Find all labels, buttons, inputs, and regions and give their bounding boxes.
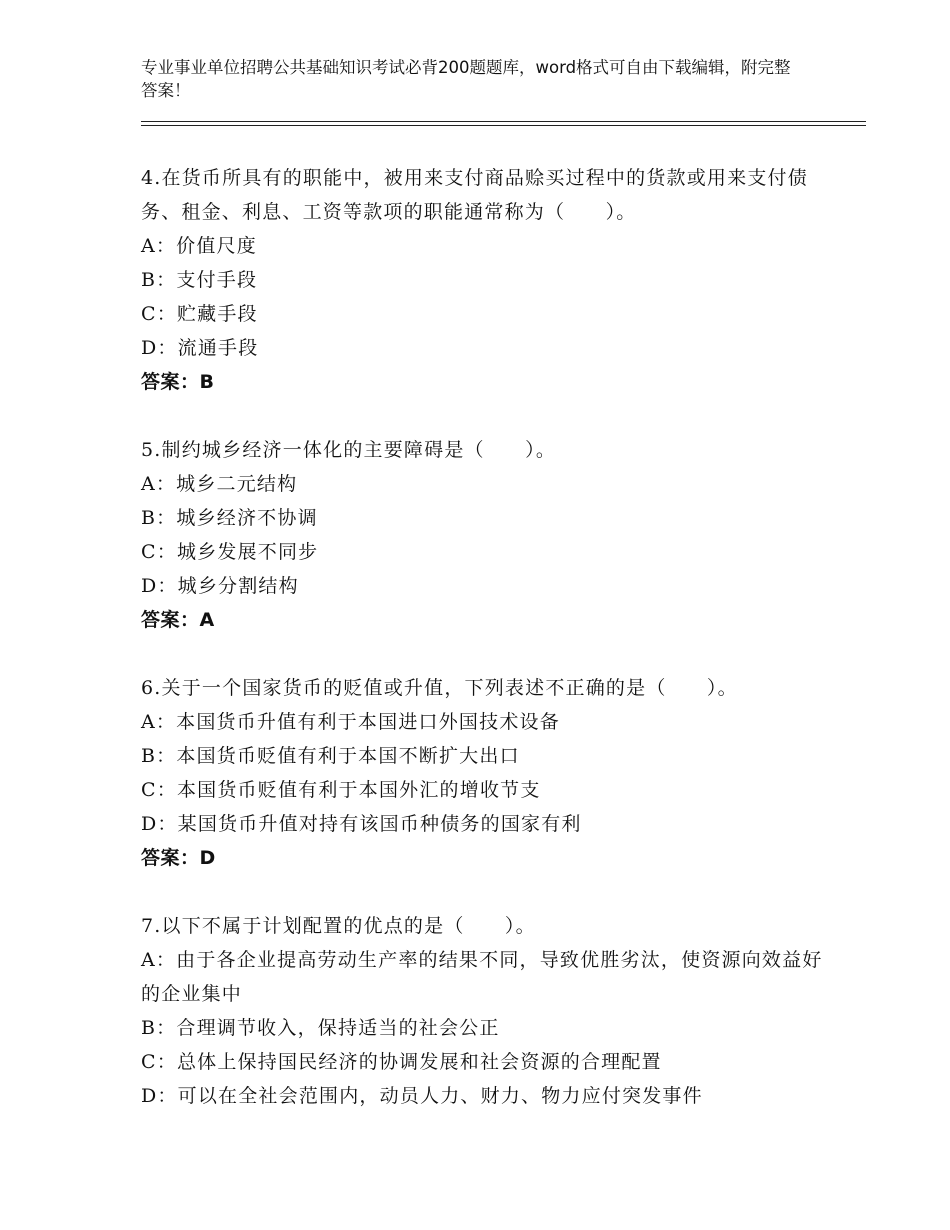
question-list — [141, 161, 831, 1147]
answer-line: 答案：B — [141, 371, 215, 393]
option-c: C：本国货币贬值有利于本国外汇的增收节支 — [141, 779, 541, 801]
option-b: B：支付手段 — [141, 269, 258, 291]
question-7 — [141, 909, 831, 1113]
question-stem: 5.制约城乡经济一体化的主要障碍是（ ）。 — [141, 439, 557, 461]
question-stem: 7.以下不属于计划配置的优点的是（ ）。 — [141, 915, 536, 937]
answer-line: 答案：A — [141, 609, 215, 631]
option-b: B：合理调节收入，保持适当的社会公正 — [141, 1017, 500, 1039]
document-header — [141, 56, 801, 102]
option-c: C：总体上保持国民经济的协调发展和社会资源的合理配置 — [141, 1051, 662, 1073]
option-b: B：本国货币贬值有利于本国不断扩大出口 — [141, 745, 520, 767]
option-c: C：贮藏手段 — [141, 303, 258, 325]
question-4 — [141, 161, 831, 399]
option-a: A：城乡二元结构 — [141, 473, 298, 495]
answer-line: 答案：D — [141, 847, 216, 869]
option-d: D：流通手段 — [141, 337, 259, 359]
header-rule-bottom — [141, 125, 866, 126]
header-rule-top — [141, 121, 866, 122]
option-d: D：城乡分割结构 — [141, 575, 299, 597]
header-text: 专业事业单位招聘公共基础知识考试必背200题题库，word格式可自由下载编辑，附完整答案！ — [141, 58, 791, 100]
option-a: A：价值尺度 — [141, 235, 257, 257]
option-b: B：城乡经济不协调 — [141, 507, 318, 529]
option-a: A：由于各企业提高劳动生产率的结果不同，导致优胜劣汰，使资源向效益好的企业集中 — [141, 949, 823, 1005]
option-a: A：本国货币升值有利于本国进口外国技术设备 — [141, 711, 560, 733]
question-stem: 6.关于一个国家货币的贬值或升值，下列表述不正确的是（ ）。 — [141, 677, 738, 699]
option-d: D：可以在全社会范围内，动员人力、财力、物力应付突发事件 — [141, 1085, 703, 1107]
option-c: C：城乡发展不同步 — [141, 541, 319, 563]
question-stem: 4.在货币所具有的职能中，被用来支付商品赊买过程中的货款或用来支付债务、租金、利息、工资等款项的职能通常称为（ ）。 — [141, 167, 808, 223]
question-5 — [141, 433, 831, 637]
question-6 — [141, 671, 831, 875]
option-d: D：某国货币升值对持有该国币种债务的国家有利 — [141, 813, 582, 835]
